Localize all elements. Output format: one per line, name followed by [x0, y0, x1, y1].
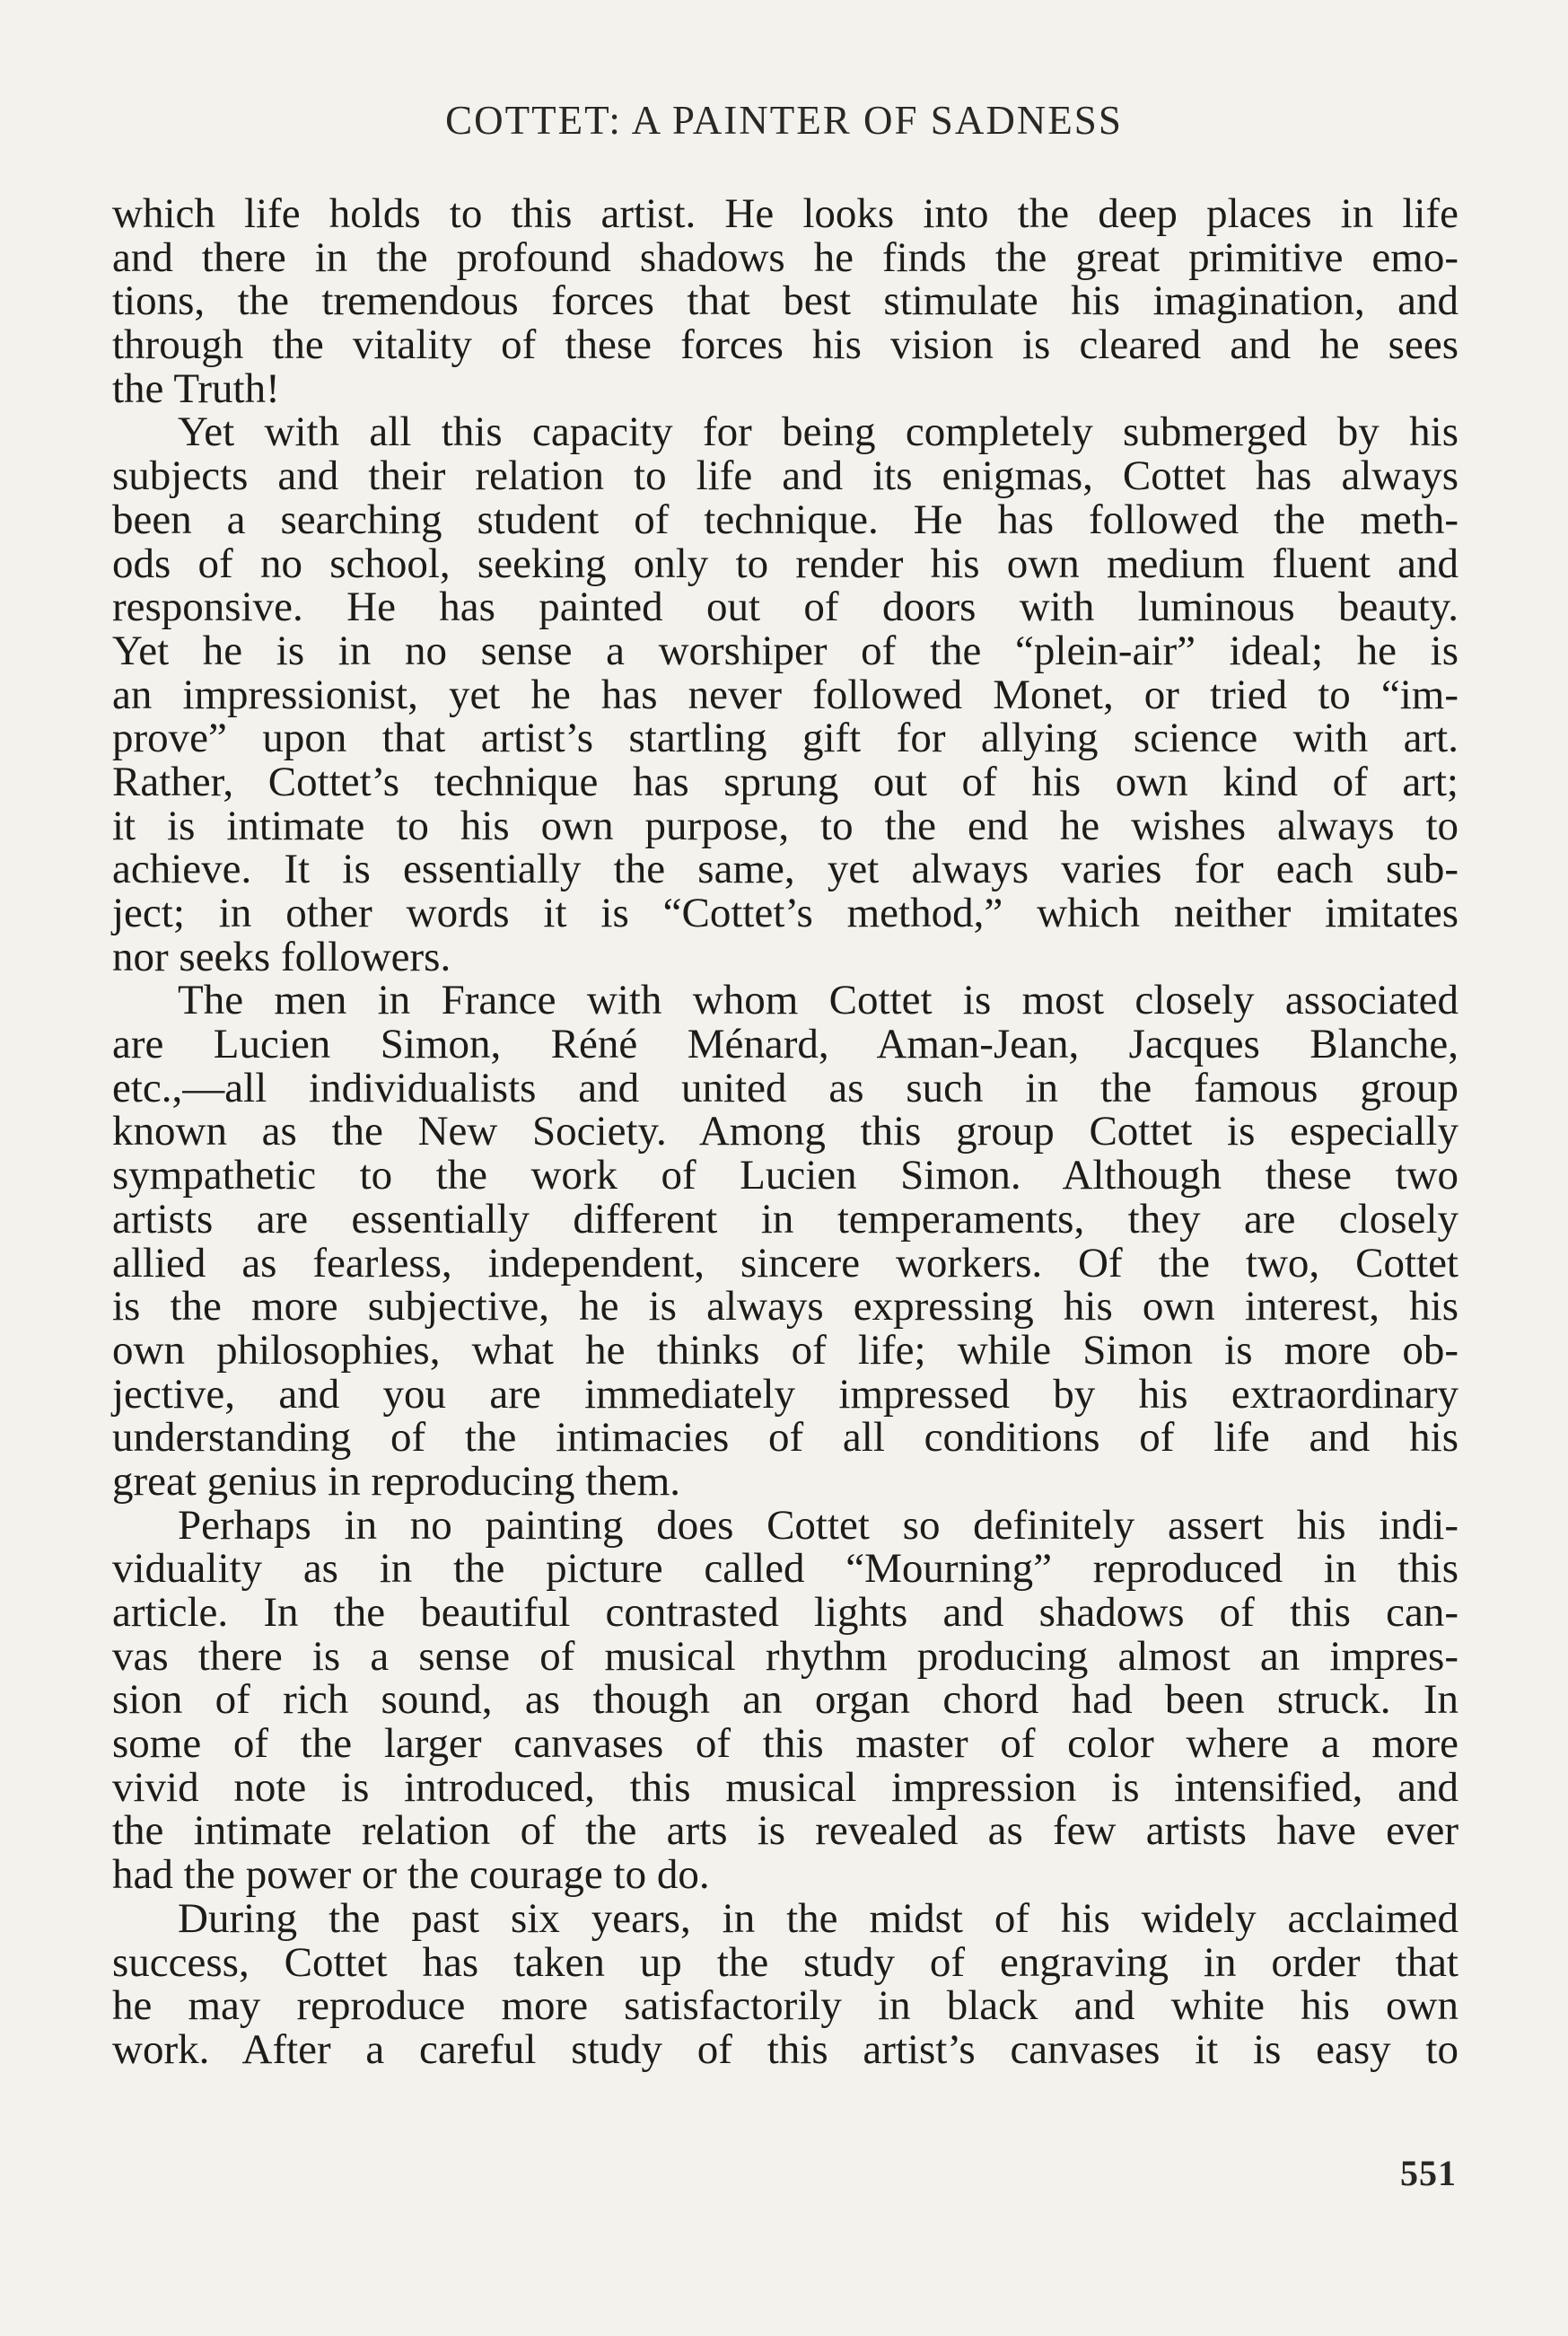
running-title: COTTET: A PAINTER OF SADNESS [445, 98, 1123, 143]
text-line: subjects and their relation to life and its enigmas, Cottet has always [112, 452, 1459, 500]
text-line: the intimate relation of the arts is revealed as few artists have ever [112, 1807, 1459, 1855]
text-line: Yet with all this capacity for being completely submerged by his [178, 408, 1459, 456]
text-line: jective, and you are immediately impressed by his extraordinary [112, 1370, 1459, 1418]
text-line: great genius in reproducing them. [112, 1457, 681, 1505]
text-line: he may reproduce more satisfactorily in black and white his own [112, 1982, 1459, 2030]
text-line: sympathetic to the work of Lucien Simon. Although these two [112, 1152, 1459, 1199]
text-line: through the vitality of these forces his vision is cleared and he sees [112, 321, 1459, 369]
text-line: had the power or the courage to do. [112, 1851, 710, 1899]
text-line: During the past six years, in the midst of his widely acclaimed [178, 1894, 1459, 1942]
text-line: an impressionist, yet he has never followed Monet, or tried to “im- [112, 671, 1459, 718]
text-line: known as the New Society. Among this group Cottet is especially [112, 1108, 1459, 1155]
text-line: is the more subjective, he is always expressing his own interest, his [112, 1283, 1459, 1330]
text-line: ods of no school, seeking only to render his own medium fluent and [112, 540, 1459, 587]
text-line: artists are essentially different in temperaments, they are closely [112, 1195, 1459, 1243]
text-line: viduality as in the picture called “Mourning” reproduced in this [112, 1545, 1459, 1593]
text-line: Yet he is in no sense a worshiper of the “plein-air” ideal; he is [112, 627, 1459, 674]
page-number: 551 [1400, 2153, 1457, 2193]
text-line: achieve. It is essentially the same, yet always varies for each sub- [112, 846, 1459, 893]
text-line: own philosophies, what he thinks of life; while Simon is more ob- [112, 1326, 1459, 1374]
text-line: been a searching student of technique. He has followed the meth- [112, 496, 1459, 543]
text-line: Perhaps in no painting does Cottet so definitely assert his indi- [178, 1501, 1459, 1549]
text-line: allied as fearless, independent, sincere workers. Of the two, Cottet [112, 1239, 1459, 1287]
text-line: vas there is a sense of musical rhythm producing almost an impres- [112, 1632, 1459, 1680]
text-line: article. In the beautiful contrasted lights and shadows of this can- [112, 1589, 1459, 1636]
text-line: tions, the tremendous forces that best stimulate his imagination, and [112, 277, 1459, 325]
text-line: work. After a careful study of this artist’s canvases it is easy to [112, 2025, 1459, 2073]
text-line: nor seeks followers. [112, 933, 451, 980]
text-line: it is intimate to his own purpose, to the end he wishes always to [112, 802, 1459, 849]
text-line: vivid note is introduced, this musical impression is intensified, and [112, 1763, 1459, 1811]
text-line: success, Cottet has taken up the study of engraving in order that [112, 1938, 1459, 1986]
text-line: The men in France with whom Cottet is most closely associated [178, 977, 1459, 1024]
text-line: understanding of the intimacies of all conditions of life and his [112, 1414, 1459, 1462]
text-line: responsive. He has painted out of doors with luminous beauty. [112, 584, 1459, 631]
text-line: prove” upon that artist’s startling gift for allying science with art. [112, 715, 1459, 762]
text-line: are Lucien Simon, Réné Ménard, Aman-Jean, Jacques Blanche, [112, 1021, 1459, 1068]
text-line: etc.,—all individualists and united as such in the famous group [112, 1064, 1459, 1111]
body-text [112, 192, 1459, 2072]
text-line: Rather, Cottet’s technique has sprung out of his own kind of art; [112, 758, 1459, 805]
text-line: and there in the profound shadows he finds the great primitive emo- [112, 233, 1459, 281]
text-line: which life holds to this artist. He looks into the deep places in life [112, 190, 1459, 237]
text-line: the Truth! [112, 364, 280, 412]
text-line: sion of rich sound, as though an organ chord had been struck. In [112, 1676, 1459, 1724]
text-line: ject; in other words it is “Cottet’s method,” which neither imitates [112, 890, 1459, 936]
text-line: some of the larger canvases of this master of color where a more [112, 1720, 1459, 1768]
